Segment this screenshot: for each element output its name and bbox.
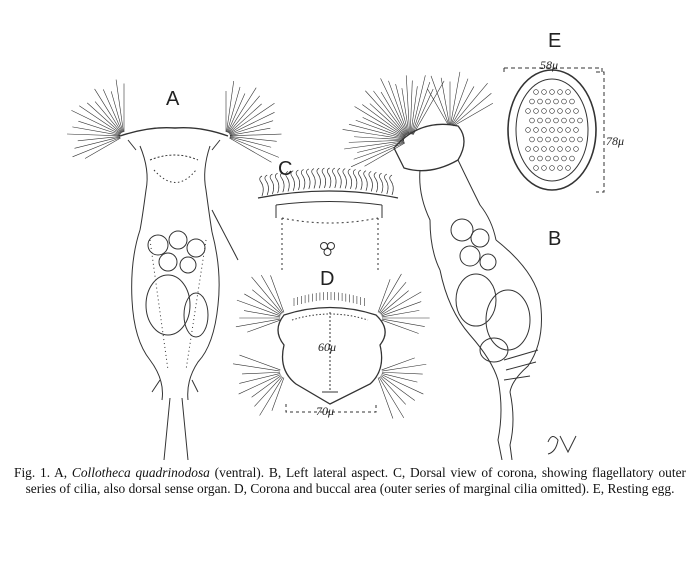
corona-cilia-b bbox=[343, 72, 493, 167]
panel-label-a: A bbox=[166, 88, 180, 110]
corona-height-measure: 60μ bbox=[318, 340, 337, 354]
caption-c-letter: C, bbox=[392, 465, 406, 480]
drawing-b-lateral bbox=[343, 72, 542, 460]
caption-c-text: Dorsal view of corona, showing flagellatory outer series of cilia, also dorsal sense organ. bbox=[25, 465, 686, 496]
caption-a-letter: A, bbox=[54, 465, 68, 480]
panel-label-b: B bbox=[548, 228, 562, 250]
panel-label-d: D bbox=[320, 268, 335, 290]
corona-width-measure: 70μ bbox=[316, 404, 335, 418]
drawing-c-corona-dorsal bbox=[258, 168, 398, 270]
drawing-a-ventral bbox=[67, 80, 281, 460]
panel-label-c: C bbox=[278, 158, 293, 180]
caption-e-text: Resting egg. bbox=[607, 480, 675, 496]
caption-b-text: Left lateral aspect. bbox=[286, 465, 389, 480]
egg-surface-pattern bbox=[526, 90, 583, 171]
artist-monogram bbox=[548, 436, 576, 454]
figure-caption bbox=[14, 465, 686, 496]
caption-e-letter: E, bbox=[592, 480, 605, 496]
caption-d-letter: D, bbox=[233, 480, 247, 496]
egg-width-measure: 58μ bbox=[540, 58, 559, 72]
panel-label-e: E bbox=[548, 30, 562, 52]
caption-d-text: Corona and buccal area (outer series of marginal cilia omitted). bbox=[250, 480, 590, 496]
caption-a-rest: (ventral). bbox=[214, 465, 265, 480]
caption-b-letter: B, bbox=[268, 465, 282, 480]
egg-height-measure: 78μ bbox=[606, 134, 625, 148]
drawing-e-resting-egg bbox=[504, 68, 604, 192]
caption-fig-number: Fig. 1. bbox=[14, 465, 51, 480]
caption-a-species: Collotheca quadrinodosa bbox=[71, 465, 210, 480]
